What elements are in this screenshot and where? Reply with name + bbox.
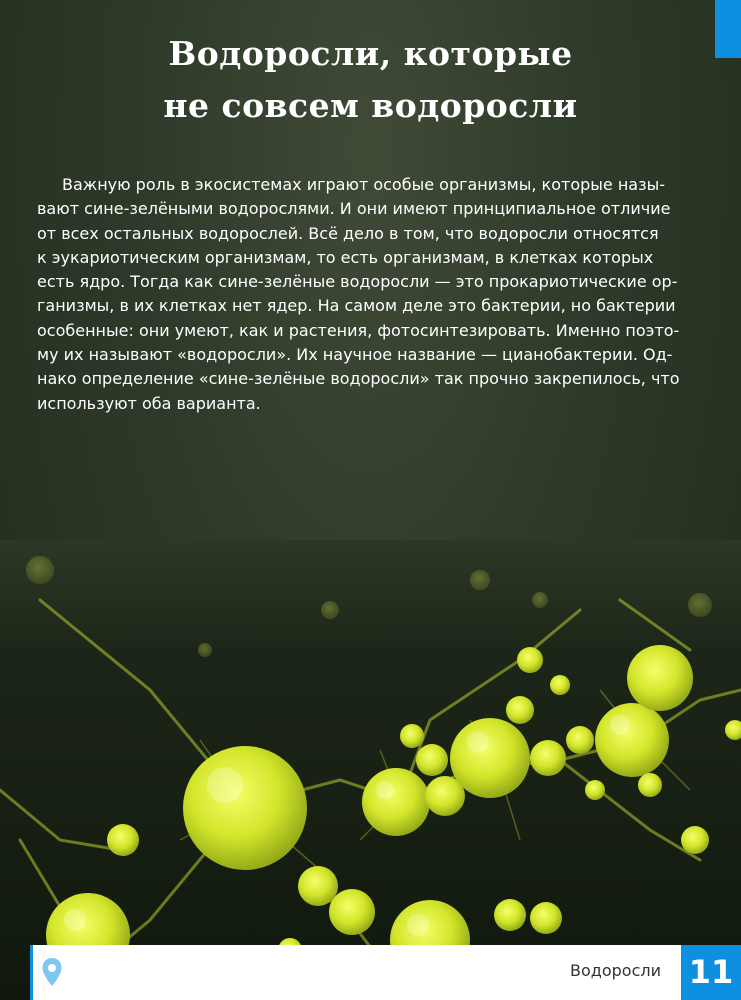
body-line: особенные: они умеют, как и растения, фотосинтезировать. Именно поэто- <box>37 320 680 340</box>
body-line: есть ядро. Тогда как сине-зелёные водоросли — это прокариотические ор- <box>37 272 678 292</box>
body-line: нако определение «сине-зелёные водоросли» так прочно закрепилось, что <box>37 369 680 389</box>
footer-bar <box>30 945 683 1000</box>
page-title-line-1: Водоросли, которые <box>168 34 573 73</box>
map-pin-icon <box>41 957 63 987</box>
body-line: ганизмы, в их клетках нет ядер. На самом деле это бактерии, но бактерии <box>37 296 676 316</box>
body-line: вают сине-зелёными водорослями. И они имеют принципиальное отличие <box>37 199 671 219</box>
body-line: Важную роль в экосистемах играют особые организмы, которые назы- <box>62 175 666 194</box>
body-line: к эукариотическим организмам, то есть организмам, в клетках которых <box>37 247 654 267</box>
page-number-box <box>681 945 741 1000</box>
chapter-tab <box>715 0 741 58</box>
page-title-line-2: не совсем водоросли <box>163 86 578 125</box>
page-number: 11 <box>688 953 734 991</box>
body-line: от всех остальных водорослей. Всё дело в том, что водоросли относятся <box>37 223 659 243</box>
body-paragraph <box>37 173 697 416</box>
page-title <box>60 28 681 132</box>
body-line: используют оба варианта. <box>37 393 261 413</box>
section-label: Водоросли <box>570 961 661 980</box>
body-line: му их называют «водоросли». Их научное название — цианобактерии. Од- <box>37 345 673 365</box>
cyanobacteria-photo <box>0 540 741 1000</box>
